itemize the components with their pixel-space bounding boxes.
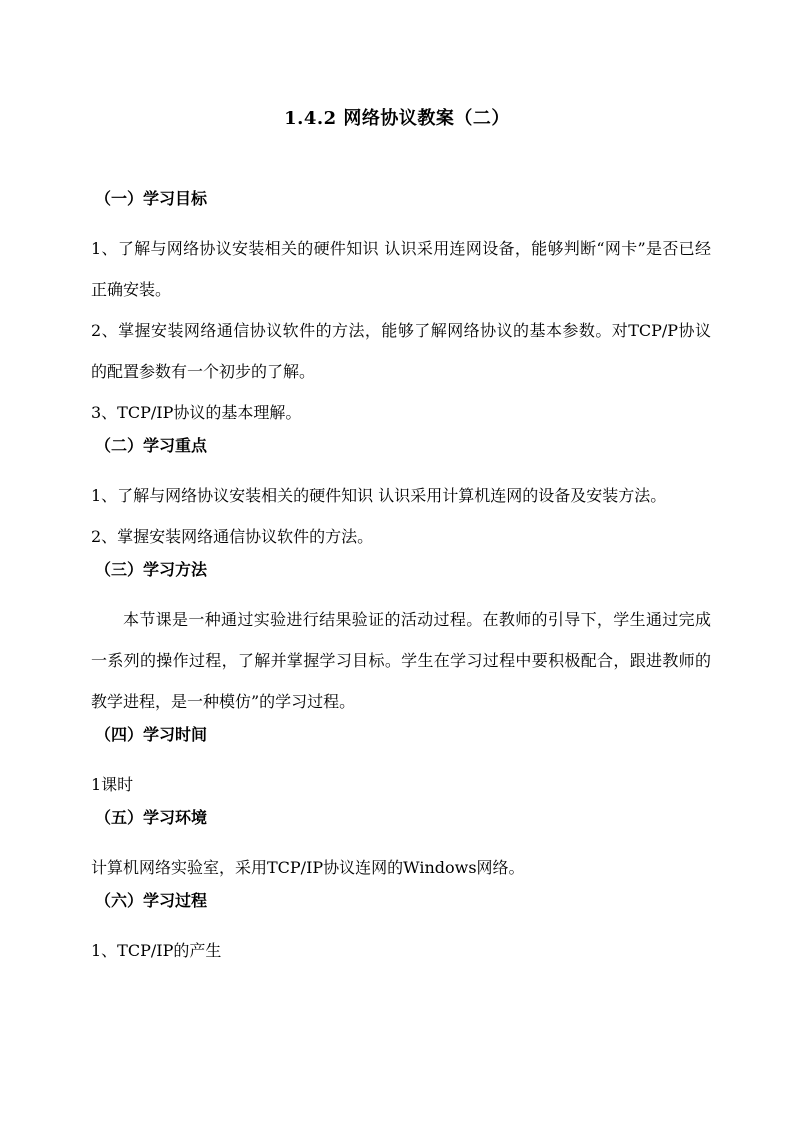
paragraph: 3、TCP/IP协议的基本理解。: [91, 403, 302, 422]
section-heading-key-points: （二）学习重点: [95, 436, 208, 455]
paragraph: 本节课是一种通过实验进行结果验证的活动过程。在教师的引导下，学生通过完成一系列的操作过程，了解并掌握学习目标。学生在学习过程中要积极配合，跟进教师的教学进程，是一种模仿”的学习过程。: [91, 610, 711, 711]
paragraph: 2、掌握安装网络通信协议软件的方法，能够了解网络协议的基本参数。对TCP/P协议的配置参数有一个初步的了解。: [91, 321, 711, 381]
document-body: [91, 186, 711, 971]
paragraph: 1、了解与网络协议安装相关的硬件知识 认识采用计算机连网的设备及安装方法。: [91, 486, 667, 505]
section-heading-objectives: （一）学习目标: [95, 189, 208, 208]
section-heading-environment: （五）学习环境: [95, 808, 208, 827]
paragraph: 1、TCP/IP的产生: [91, 941, 222, 960]
document-title: 1.4.2 网络协议教案（二）: [284, 108, 510, 129]
paragraph: 2、掌握安装网络通信协议软件的方法。: [91, 527, 374, 546]
section-heading-process: （六）学习过程: [95, 891, 208, 910]
section-heading-methods: （三）学习方法: [95, 560, 208, 579]
paragraph: 计算机网络实验室，采用TCP/IP协议连网的Windows网络。: [91, 858, 525, 877]
paragraph: 1、了解与网络协议安装相关的硬件知识 认识采用连网设备，能够判断“网卡”是否已经正确安装。: [91, 239, 711, 299]
section-heading-time: （四）学习时间: [95, 725, 208, 744]
paragraph: 1课时: [91, 775, 134, 794]
